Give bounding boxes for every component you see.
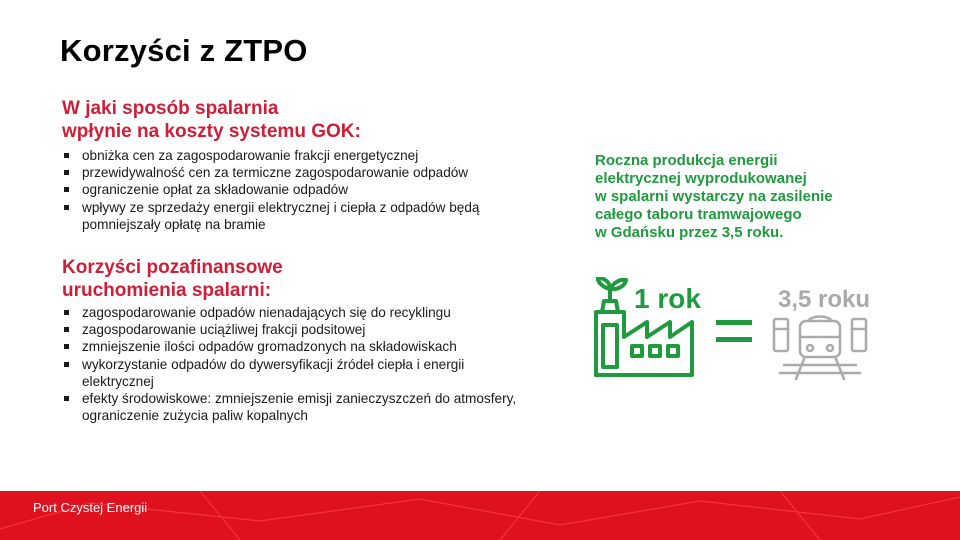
list-item: zagospodarowanie odpadów nienadających się do recyklingu xyxy=(62,304,532,321)
tram-icon xyxy=(770,285,870,385)
footer-bar xyxy=(0,491,960,540)
list-item: efekty środowiskowe: zmniejszenie emisji zanieczyszczeń do atmosfery, ograniczenie zużycia paliw kopalnych xyxy=(62,390,532,424)
energy-line: w Gdańsku przez 3,5 roku. xyxy=(595,224,784,241)
list-item: wykorzystanie odpadów do dywersyfikacji źródeł ciepła i energii elektrycznej xyxy=(62,356,532,390)
list-item: zagospodarowanie uciążliwej frakcji podsitowej xyxy=(62,321,532,338)
equals-icon xyxy=(716,318,752,344)
list-item: zmniejszenie ilości odpadów gromadzonych na składowiskach xyxy=(62,338,532,355)
footer-label: Port Czystej Energii xyxy=(33,500,148,515)
section1-list xyxy=(62,147,532,233)
section1-heading xyxy=(62,97,361,143)
footer-decoration xyxy=(0,491,960,540)
section2-heading xyxy=(62,256,283,302)
energy-line: Roczna produkcja energii xyxy=(595,152,778,169)
one-year-label: 1 rok xyxy=(634,283,701,314)
list-item: ograniczenie opłat za składowanie odpadów xyxy=(62,181,532,198)
energy-statement xyxy=(595,152,833,242)
section2-heading-line1: Korzyści pozafinansowe xyxy=(62,257,283,278)
factory-with-plant-icon xyxy=(592,277,704,379)
list-item: wpływy ze sprzedaży energii elektrycznej i ciepła z odpadów będą pomniejszały opłatę na bramie xyxy=(62,199,532,233)
three-and-half-years-label: 3,5 roku xyxy=(778,286,870,313)
section2-heading-line2: uruchomienia spalarni: xyxy=(62,280,272,301)
list-item: przewidywalność cen za termiczne zagospodarowanie odpadów xyxy=(62,164,532,181)
section2-list xyxy=(62,304,532,424)
section1-heading-line2: wpłynie na koszty systemu GOK: xyxy=(62,121,361,142)
energy-line: całego taboru tramwajowego xyxy=(595,206,802,223)
section1-heading-line1: W jaki sposób spalarnia xyxy=(62,98,279,119)
slide-title: Korzyści z ZTPO xyxy=(60,33,308,68)
energy-line: elektrycznej wyprodukowanej xyxy=(595,170,807,187)
energy-line: w spalarni wystarczy na zasilenie xyxy=(595,188,833,205)
list-item: obniżka cen za zagospodarowanie frakcji energetycznej xyxy=(62,147,532,164)
